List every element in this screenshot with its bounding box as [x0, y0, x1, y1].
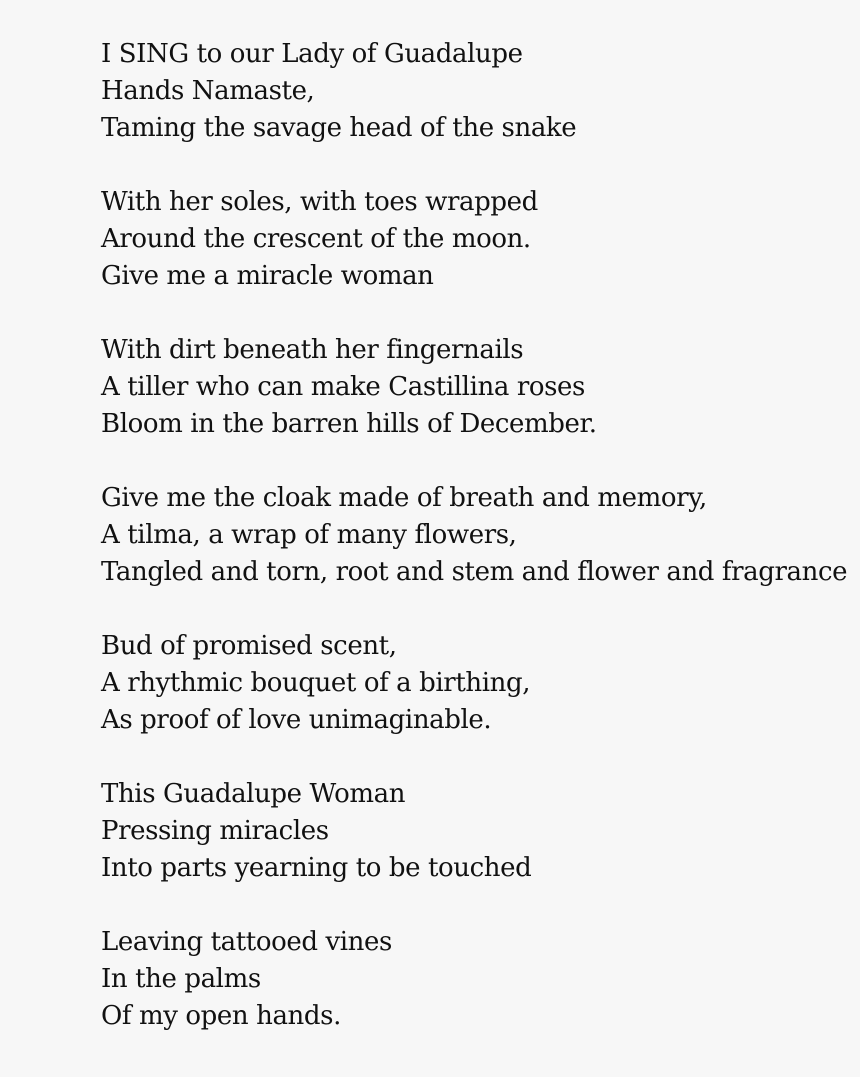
stanza-1	[101, 36, 841, 147]
poem-line: Bud of promised scent,	[101, 631, 397, 661]
poem-line: Tangled and torn, root and stem and flower and fragrance	[101, 557, 848, 587]
poem-line: With her soles, with toes wrapped	[101, 187, 538, 217]
poem-line: As proof of love unimaginable.	[101, 705, 492, 735]
poem-line: Taming the savage head of the snake	[101, 113, 577, 143]
stanza-7	[101, 924, 841, 1035]
poem-line: A tilma, a wrap of many flowers,	[101, 520, 517, 550]
poem-line: Bloom in the barren hills of December.	[101, 409, 597, 439]
poem-line: Pressing miracles	[101, 816, 329, 846]
poem-line: Of my open hands.	[101, 1001, 341, 1031]
poem-line: A tiller who can make Castillina roses	[101, 372, 585, 402]
stanza-3	[101, 332, 841, 443]
poem	[101, 36, 848, 1035]
stanza-2	[101, 184, 841, 295]
stanza-4	[101, 480, 848, 591]
poem-line: I SING to our Lady of Guadalupe	[101, 39, 523, 69]
poem-line: A rhythmic bouquet of a birthing,	[101, 668, 531, 698]
poem-line: In the palms	[101, 964, 261, 994]
poem-line: Leaving tattooed vines	[101, 927, 392, 957]
poem-line: Give me a miracle woman	[101, 261, 434, 291]
poem-line: Give me the cloak made of breath and memory,	[101, 483, 707, 513]
poem-line: With dirt beneath her fingernails	[101, 335, 524, 365]
poem-line: Into parts yearning to be touched	[101, 853, 532, 883]
stanza-5	[101, 628, 841, 739]
poem-line: This Guadalupe Woman	[101, 779, 406, 809]
stanza-6	[101, 776, 841, 887]
poem-line: Around the crescent of the moon.	[101, 224, 531, 254]
poem-line: Hands Namaste,	[101, 76, 315, 106]
